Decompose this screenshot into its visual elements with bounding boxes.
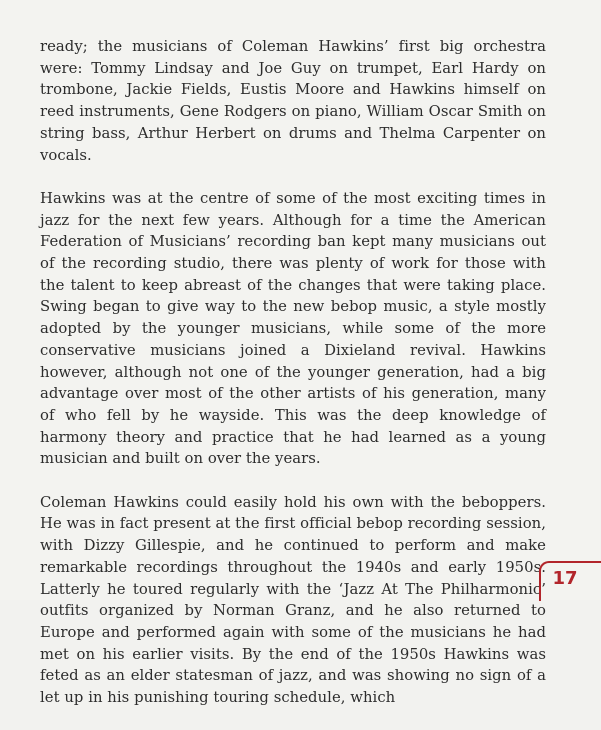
paragraph-1: ready; the musicians of Coleman Hawkins’ first big orchestra were: Tommy Lindsay and Joe Guy on trumpet, Earl Hardy on trombone, Jackie Fields, Eustis Moore and Hawkins himself on reed instruments, Gene Rodgers on piano, William Oscar Smith on string bass, Arthur Herbert on drums and Thelma Carpenter on vocals. xyxy=(40,38,546,164)
paragraph-3: Coleman Hawkins could easily hold his own with the beboppers. He was in fact present at the first official bebop recording session, with Dizzy Gillespie, and he continued to perform and make remarkable recordings throughout the 1940s and early 1950s. Latterly he toured regularly with the ‘Jazz At The Philharmonic’ outfits organized by Norman Granz, and he also returned to Europe and performed again with some of the musicians he had met on his earlier visits. By the end of the 1950s Hawkins was feted as an elder statesman of jazz, and was showing no sign of a let up in his punishing touring schedule, which xyxy=(40,493,546,707)
body-text xyxy=(40,36,546,730)
paragraph-2: Hawkins was at the centre of some of the most exciting times in jazz for the next few years. Although for a time the American Federation of Musicians’ recording ban kept many musicians out of the recording studio, there was plenty of work for those with the talent to keep abreast of the changes that were taking place. Swing began to give way to the new bebop music, a style mostly adopted by the younger musicians, while some of the more conservative musicians joined a Dixieland revival. Hawkins however, although not one of the younger generation, had a big advantage over most of the other artists of his generation, many of who fell by he wayside. This was the deep knowledge of harmony theory and practice that he had learned as a young musician and built on over the years. xyxy=(40,189,546,468)
page-number-badge xyxy=(539,561,601,601)
page-number: 17 xyxy=(552,568,578,589)
